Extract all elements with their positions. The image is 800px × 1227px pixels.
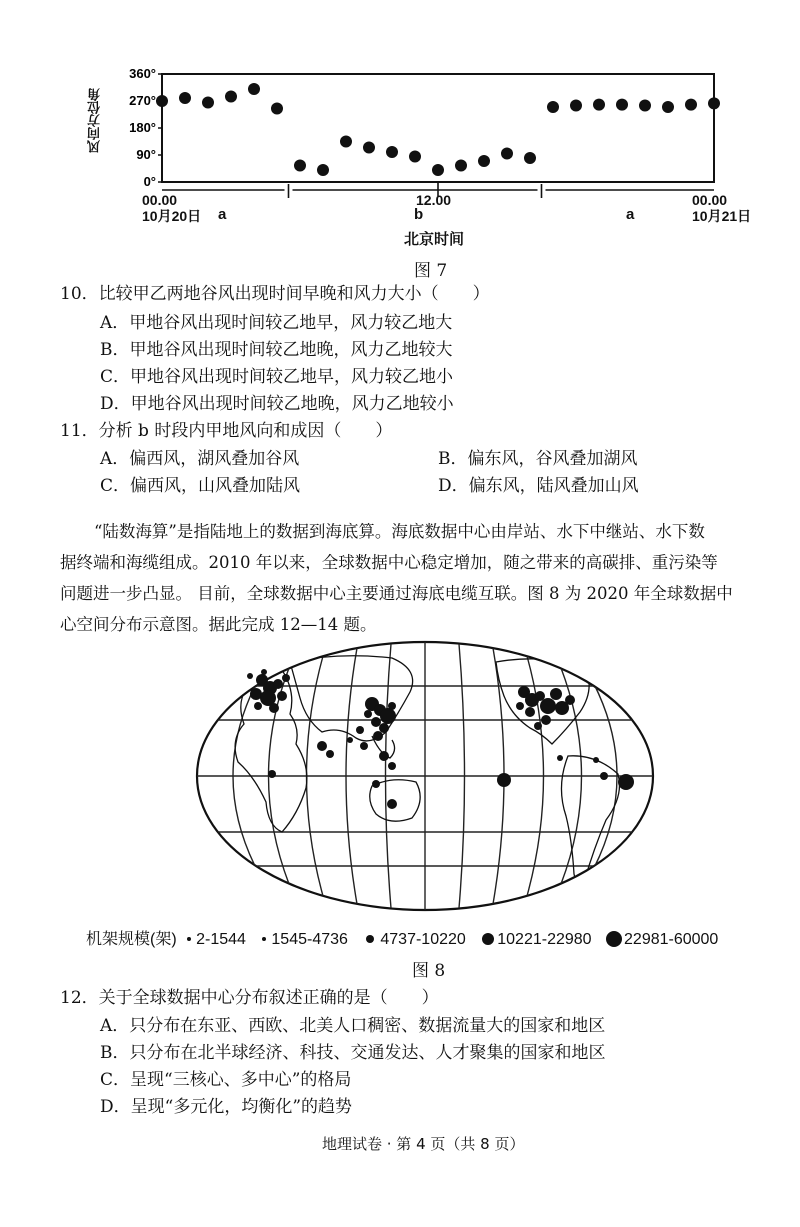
data-center-dot — [541, 715, 551, 725]
legend-item: 1545-4736 — [271, 931, 348, 948]
data-center-dot — [371, 717, 381, 727]
wind-direction-point — [432, 164, 444, 176]
question-10-option-a: A．甲地谷风出现时间较乙地早，风力较乙地大 — [100, 313, 453, 333]
legend-dot-xl — [606, 931, 622, 947]
data-center-dot — [497, 773, 511, 787]
legend-item: 22981-60000 — [624, 931, 719, 948]
wind-direction-point — [685, 99, 697, 111]
question-11-option-b: B．偏东风，谷风叠加湖风 — [438, 449, 638, 469]
data-center-dot — [282, 674, 290, 682]
question-12-option-a: A．只分布在东亚、西欧、北美人口稠密、数据流量大的国家和地区 — [100, 1016, 606, 1036]
question-10-option-d: D．甲地谷风出现时间较乙地晚，风力乙地较小 — [100, 394, 454, 414]
data-center-dot — [356, 726, 364, 734]
figure-8 — [0, 636, 800, 981]
question-11-option-d: D．偏东风，陆风叠加山风 — [438, 476, 639, 496]
wind-direction-point — [662, 101, 674, 113]
wind-direction-point — [294, 160, 306, 172]
wind-direction-point — [616, 99, 628, 111]
data-center-dot — [360, 742, 368, 750]
wind-direction-point — [409, 151, 421, 163]
wind-direction-point — [156, 95, 168, 107]
map-legend — [86, 926, 718, 949]
data-center-dot — [618, 774, 634, 790]
data-center-dot — [326, 750, 334, 758]
wind-direction-point — [386, 146, 398, 158]
data-center-dots — [247, 669, 634, 809]
question-11-stem: 11．分析 b 时段内甲地风向和成因（ ） — [60, 421, 393, 441]
wind-direction-point — [340, 136, 352, 148]
data-center-dot — [372, 780, 380, 788]
y-tick-label: 180° — [129, 120, 156, 135]
data-center-dot — [261, 669, 267, 675]
data-center-dot — [268, 770, 276, 778]
data-center-dot — [550, 688, 562, 700]
legend-dot-xs — [187, 937, 191, 941]
passage-line: 心空间分布示意图。据此完成 12—14 题。 — [60, 615, 377, 634]
question-12-option-c: C．呈现“三核心、多中心”的格局 — [100, 1070, 352, 1090]
data-center-dot — [525, 707, 535, 717]
data-center-dot — [388, 702, 396, 710]
data-center-dot — [347, 737, 353, 743]
legend-item: 2-1544 — [196, 931, 246, 948]
question-10-stem: 10．比较甲乙两地谷风出现时间早晚和风力大小（ ） — [60, 284, 490, 304]
data-center-dot — [516, 702, 524, 710]
legend-dot-s — [262, 937, 266, 941]
x-axis-title: 北京时间 — [404, 230, 465, 248]
wind-direction-point — [708, 97, 720, 109]
legend-title: 机架规模(架) — [86, 931, 177, 948]
data-center-dot — [557, 755, 563, 761]
wind-direction-point — [478, 155, 490, 167]
y-tick-label: 90° — [136, 147, 156, 162]
data-center-dot — [254, 702, 262, 710]
data-center-dot — [247, 673, 253, 679]
wind-direction-point — [524, 152, 536, 164]
question-12-option-b: B．只分布在北半球经济、科技、交通发达、人才聚集的国家和地区 — [100, 1043, 606, 1063]
wind-direction-point — [501, 148, 513, 160]
wind-direction-point — [202, 97, 214, 109]
question-11-option-c: C．偏西风，山风叠加陆风 — [100, 476, 301, 496]
data-center-dot — [269, 703, 279, 713]
data-center-dot — [277, 691, 287, 701]
legend-dot-m — [366, 935, 374, 943]
segment-label-a2: a — [626, 206, 635, 223]
wind-direction-point — [225, 91, 237, 103]
data-center-dot — [317, 741, 327, 751]
data-center-dot — [540, 698, 556, 714]
question-12-option-d: D．呈现“多元化，均衡化”的趋势 — [100, 1097, 353, 1117]
x-tick-start: 00.00 10月20日 — [142, 192, 202, 224]
question-10-option-c: C．甲地谷风出现时间较乙地早，风力较乙地小 — [100, 367, 454, 387]
y-tick-label: 360° — [129, 66, 156, 81]
page-footer: 地理试卷 · 第 4 页（共 8 页） — [322, 1135, 525, 1153]
data-center-dot — [364, 710, 372, 718]
question-12-stem: 12．关于全球数据中心分布叙述正确的是（ ） — [60, 988, 439, 1008]
world-map — [0, 636, 800, 926]
data-center-dot — [565, 695, 575, 705]
data-center-dot — [593, 757, 599, 763]
legend-item: 4737-10220 — [380, 931, 466, 948]
data-center-dot — [379, 751, 389, 761]
wind-direction-point — [179, 92, 191, 104]
wind-direction-point — [570, 100, 582, 112]
data-center-dot — [379, 723, 389, 733]
x-tick-end: 00.00 10月21日 — [692, 192, 752, 224]
data-center-dot — [387, 799, 397, 809]
y-tick-label: 0° — [143, 174, 156, 189]
passage — [60, 516, 760, 640]
wind-direction-point — [455, 160, 467, 172]
wind-direction-point — [593, 99, 605, 111]
legend-dot-l — [482, 933, 494, 945]
question-11-option-a: A．偏西风，湖风叠加谷风 — [100, 449, 300, 469]
y-tick-label: 270° — [129, 93, 156, 108]
figure-7-caption: 图 7 — [414, 261, 448, 281]
question-10-option-b: B．甲地谷风出现时间较乙地晚，风力乙地较大 — [100, 340, 453, 360]
wind-direction-point — [317, 164, 329, 176]
wind-direction-point — [248, 83, 260, 95]
data-center-dot — [534, 722, 542, 730]
segment-label-a1: a — [218, 206, 227, 223]
y-axis-label: 风向方位角 — [88, 88, 103, 153]
passage-line: 问题进一步凸显。 目前，全球数据中心主要通过海底电缆互联。图 8 为 2020 年全球数据中 — [60, 584, 733, 603]
data-center-dot — [373, 731, 383, 741]
wind-direction-point — [271, 103, 283, 115]
data-center-dot — [380, 708, 396, 724]
data-center-dot — [273, 679, 283, 689]
data-center-dot — [600, 772, 608, 780]
passage-line: “陆数海算”是指陆地上的数据到海底算。海底数据中心由岸站、水下中继站、水下数 — [94, 522, 705, 541]
x-tick-noon: 12.00 — [416, 192, 452, 208]
figure-8-caption: 图 8 — [412, 961, 446, 981]
wind-direction-chart — [0, 0, 800, 280]
segment-label-b: b — [414, 206, 424, 223]
wind-direction-point — [547, 101, 559, 113]
wind-direction-point — [639, 100, 651, 112]
data-center-dot — [388, 762, 396, 770]
figure-7 — [0, 0, 800, 280]
wind-direction-point — [363, 142, 375, 154]
legend-item: 10221-22980 — [497, 931, 592, 948]
passage-line: 据终端和海缆组成。2010 年以来，全球数据中心稳定增加，随之带来的高碳排、重污染等 — [60, 553, 718, 572]
